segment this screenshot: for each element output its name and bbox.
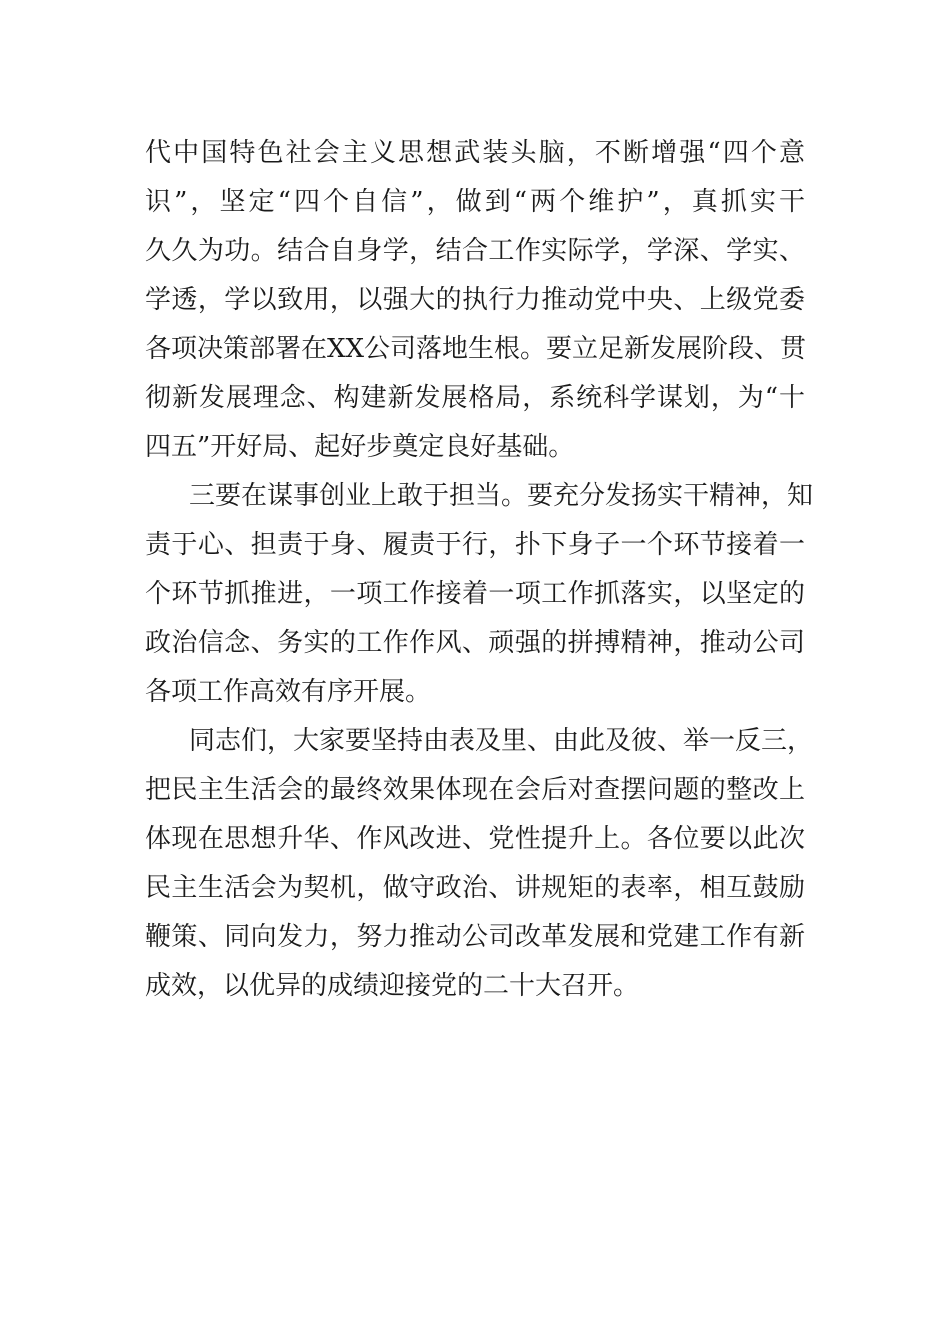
paragraph-continued	[145, 129, 805, 472]
text-line: 久久为功。结合自身学，结合工作实际学，学深、学实、	[145, 236, 805, 266]
paragraph-closing	[145, 717, 814, 1011]
text-line: 识”，坚定“四个自信”，做到“两个维护”，真抓实干	[145, 187, 805, 217]
text-line: 把民主生活会的最终效果体现在会后对查摆问题的整改上	[145, 775, 805, 805]
text-line: 代中国特色社会主义思想武装头脑，不断增强“四个意	[145, 138, 805, 168]
text-line: 民主生活会为契机，做守政治、讲规矩的表率，相互鼓励	[145, 873, 805, 903]
text-line: 体现在思想升华、作风改进、党性提升上。各位要以此次	[145, 824, 805, 854]
text-line: 彻新发展理念、构建新发展格局，系统科学谋划，为“十	[145, 383, 805, 413]
text-line: 责于心、担责于身、履责于行，扑下身子一个环节接着一	[145, 530, 805, 560]
text-line: 各项工作高效有序开展。	[145, 677, 432, 707]
text-line: 个环节抓推进，一项工作接着一项工作抓落实，以坚定的	[145, 579, 805, 609]
text-line: 鞭策、同向发力，努力推动公司改革发展和党建工作有新	[145, 922, 805, 952]
text-line: 三要在谋事创业上敢于担当。要充分发扬实干精神，知	[189, 481, 814, 511]
document-body	[145, 129, 814, 1011]
text-line: 同志们，大家要坚持由表及里、由此及彼、举一反三，	[189, 726, 814, 756]
text-line: 成效，以优异的成绩迎接党的二十大召开。	[145, 971, 640, 1001]
text-line: 政治信念、务实的工作作风、顽强的拼搏精神，推动公司	[145, 628, 805, 658]
text-line: 学透，学以致用，以强大的执行力推动党中央、上级党委	[145, 285, 805, 315]
text-line: 四五”开好局、起好步奠定良好基础。	[145, 432, 575, 462]
text-line: 各项决策部署在XX公司落地生根。要立足新发展阶段、贯	[145, 334, 807, 364]
paragraph-third-requirement	[145, 472, 814, 717]
